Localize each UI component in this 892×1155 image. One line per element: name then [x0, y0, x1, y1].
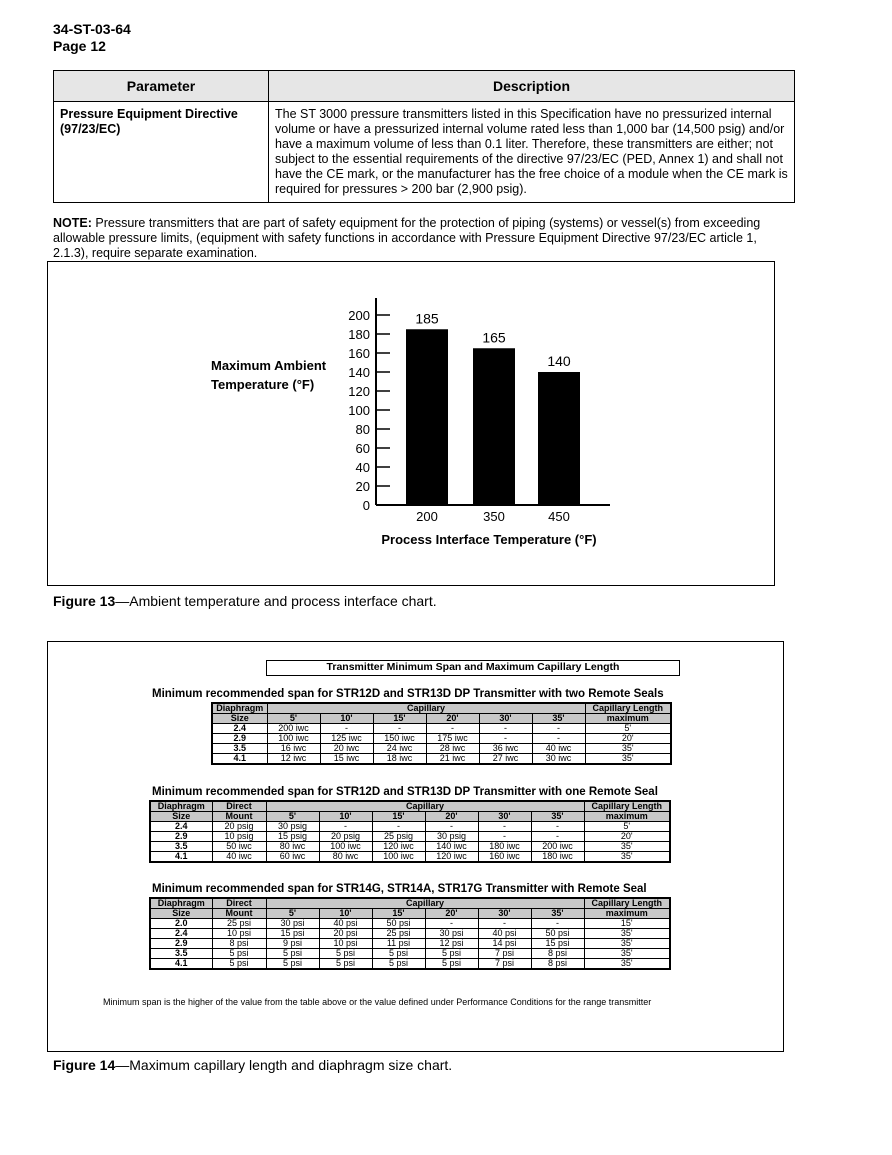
table-header-cell: Capillary Length	[584, 898, 670, 909]
table-header-cell: 15'	[372, 909, 425, 919]
table-cell: 35'	[584, 959, 670, 970]
table-row	[150, 959, 670, 970]
table-cell: 2.9	[212, 734, 267, 744]
note-paragraph	[53, 216, 793, 261]
table-header-cell: maximum	[585, 714, 671, 724]
page-header	[53, 21, 131, 55]
table-cell: 30 psi	[266, 919, 319, 929]
table-cell: -	[426, 724, 479, 734]
table-cell: 7 psi	[478, 959, 531, 970]
table-header-cell: 15'	[373, 714, 426, 724]
table-cell: 40 psi	[478, 929, 531, 939]
table-cell: -	[479, 724, 532, 734]
figure-13-frame	[47, 261, 775, 586]
table-cell: 5 psi	[425, 949, 478, 959]
table-cell: 3.5	[212, 744, 267, 754]
table-header-cell: 30'	[478, 909, 531, 919]
table-cell: 80 iwc	[319, 852, 372, 863]
temperature-bar-chart	[48, 262, 776, 587]
table-header-cell: 35'	[531, 909, 584, 919]
table-cell: -	[531, 832, 584, 842]
table-cell: -	[319, 822, 372, 832]
table-cell: 27 iwc	[479, 754, 532, 765]
page-number: Page 12	[53, 38, 106, 54]
table-cell: 200 iwc	[267, 724, 320, 734]
table-cell: 50 psi	[372, 919, 425, 929]
table-cell: -	[532, 734, 585, 744]
table-header-cell: 20'	[426, 714, 479, 724]
table-header-cell: 35'	[531, 812, 584, 822]
document-id: 34-ST-03-64	[53, 21, 131, 37]
table-cell: 4.1	[150, 959, 212, 970]
table-header-cell: maximum	[584, 909, 670, 919]
table-cell: 35'	[585, 754, 671, 765]
table-header-cell: Size	[212, 714, 267, 724]
table-cell: 20 psig	[212, 822, 266, 832]
table-cell: 50 iwc	[212, 842, 266, 852]
table-cell: 5 psi	[212, 959, 266, 970]
table-header-cell: Capillary	[266, 801, 584, 812]
note-label: NOTE:	[53, 216, 92, 230]
table-cell: 2.4	[150, 822, 212, 832]
table-cell: 150 iwc	[373, 734, 426, 744]
table-cell: -	[372, 822, 425, 832]
table-cell: 25 psi	[212, 919, 266, 929]
table-cell: 40 iwc	[212, 852, 266, 863]
table-cell: 35'	[584, 929, 670, 939]
table-row	[150, 822, 670, 832]
table-cell: -	[478, 832, 531, 842]
figure-14-caption-text: —Maximum capillary length and diaphragm size chart.	[115, 1057, 453, 1073]
table-cell: 10 psig	[212, 832, 266, 842]
table-header-cell: Diaphragm	[150, 898, 212, 909]
table-cell: 10 psi	[212, 929, 266, 939]
table-row	[150, 852, 670, 863]
table-header-cell: 10'	[320, 714, 373, 724]
table-cell: 15 psig	[266, 832, 319, 842]
parameter-header: Parameter	[54, 71, 269, 102]
table-cell: 15 psi	[531, 939, 584, 949]
table-row	[212, 744, 671, 754]
table-cell: 8 psi	[531, 959, 584, 970]
table-cell: 20 psi	[319, 929, 372, 939]
bar-value-label: 185	[415, 310, 439, 327]
table-cell: 20 iwc	[320, 744, 373, 754]
table-header-cell: maximum	[584, 812, 670, 822]
table-header-cell: 20'	[425, 909, 478, 919]
table-cell: 5 psi	[372, 959, 425, 970]
table-cell: 5'	[584, 822, 670, 832]
table-cell: 8 psi	[531, 949, 584, 959]
table-header-cell: 5'	[266, 812, 319, 822]
table-cell: 30 iwc	[532, 754, 585, 765]
table-cell: -	[531, 822, 584, 832]
table-cell: 15 psi	[266, 929, 319, 939]
table-cell: 50 psi	[531, 929, 584, 939]
table-cell: 175 iwc	[426, 734, 479, 744]
table-header-cell: 30'	[478, 812, 531, 822]
table-header-cell: 10'	[319, 909, 372, 919]
span-table	[149, 897, 671, 970]
table-cell: 2.9	[150, 939, 212, 949]
y-tick-label: 160	[348, 346, 370, 361]
table-row	[212, 734, 671, 744]
table-cell: 35'	[584, 939, 670, 949]
table-cell: 20'	[585, 734, 671, 744]
table-cell: 16 iwc	[267, 744, 320, 754]
table-cell: 5 psi	[372, 949, 425, 959]
table-row	[150, 939, 670, 949]
table-cell: 12 iwc	[267, 754, 320, 765]
table-cell: 5 psi	[319, 959, 372, 970]
table-row	[150, 832, 670, 842]
table-cell: 30 psig	[266, 822, 319, 832]
table-cell: -	[532, 724, 585, 734]
table-cell: 2.4	[212, 724, 267, 734]
table-header-cell: 5'	[266, 909, 319, 919]
table-header-cell: Size	[150, 812, 212, 822]
y-tick-label: 40	[355, 460, 370, 475]
table-cell: 200 iwc	[531, 842, 584, 852]
span-table	[149, 800, 671, 863]
table-cell: 100 iwc	[372, 852, 425, 863]
figure-14-footnote: Minimum span is the higher of the value from the table above or the value defined under Performance Conditions for the range transmitter	[103, 997, 652, 1007]
y-tick-label: 20	[355, 479, 370, 494]
table-cell: 5'	[585, 724, 671, 734]
y-tick-label: 80	[355, 422, 370, 437]
table-cell: 9 psi	[266, 939, 319, 949]
figure-13-caption	[53, 593, 437, 609]
table-cell: 40 psi	[319, 919, 372, 929]
table-cell: 18 iwc	[373, 754, 426, 765]
table-cell: 3.5	[150, 842, 212, 852]
table-header-cell: Diaphragm	[150, 801, 212, 812]
table-cell: 140 iwc	[425, 842, 478, 852]
table-cell: 36 iwc	[479, 744, 532, 754]
table-cell: -	[425, 919, 478, 929]
table-row	[212, 724, 671, 734]
table-cell: 4.1	[212, 754, 267, 765]
x-tick-label: 200	[416, 509, 438, 524]
table-header-cell: 35'	[532, 714, 585, 724]
figure-13-label: Figure 13	[53, 593, 116, 609]
table-cell: -	[531, 919, 584, 929]
y-tick-label: 140	[348, 365, 370, 380]
table-cell: -	[479, 734, 532, 744]
table-subtitle: Minimum recommended span for STR14G, STR14A, STR17G Transmitter with Remote Seal	[152, 883, 647, 895]
table-cell: 20'	[584, 832, 670, 842]
table-cell: 2.0	[150, 919, 212, 929]
table-subtitle: Minimum recommended span for STR12D and STR13D DP Transmitter with two Remote Seals	[152, 688, 664, 700]
x-tick-label: 450	[548, 509, 570, 524]
table-cell: 24 iwc	[373, 744, 426, 754]
table-cell: 25 psig	[372, 832, 425, 842]
parameter-table	[53, 70, 795, 203]
table-header-cell: Mount	[212, 909, 266, 919]
table-cell: 4.1	[150, 852, 212, 863]
table-cell: 40 iwc	[532, 744, 585, 754]
span-table	[211, 702, 672, 765]
table-cell: 21 iwc	[426, 754, 479, 765]
bar-value-label: 140	[547, 353, 571, 369]
y-axis-label: Maximum Ambient Temperature (°F)	[211, 358, 327, 392]
table-cell: 5 psi	[425, 959, 478, 970]
table-cell: 5 psi	[266, 959, 319, 970]
note-text: Pressure transmitters that are part of safety equipment for the protection of piping (systems) or vessel(s) from exceeding allowable pressure limits, (equipment with safety functions in accordance with Pressure Equipment Directive 97/23/EC article 1, 2.1.3), require separate examination.	[53, 216, 761, 260]
table-cell: 10 psi	[319, 939, 372, 949]
description-cell: The ST 3000 pressure transmitters listed in this Specification have no pressurized internal volume or have a pressurized internal volume rated less than 1,000 bar (14,500 psig) and/or have a maximum volume of less than 0.1 liter. Therefore, these transmitters are either; not subject to the essential requirements of the directive 97/23/EC (PED, Annex 1) and shall not have the CE mark, or the manufacturer has the free choice of a module when the CE mark is required for pressures > 200 bar (2,900 psig).	[269, 102, 795, 203]
table-cell: 125 iwc	[320, 734, 373, 744]
table-cell: 11 psi	[372, 939, 425, 949]
table-cell: 2.4	[150, 929, 212, 939]
figure-14-title: Transmitter Minimum Span and Maximum Capillary Length	[266, 660, 680, 676]
table-cell: 5 psi	[266, 949, 319, 959]
table-cell: 30 psig	[425, 832, 478, 842]
y-tick-label: 120	[348, 384, 370, 399]
table-row	[150, 842, 670, 852]
bar-value-label: 165	[482, 329, 506, 346]
bar	[406, 329, 448, 505]
table-cell: -	[320, 724, 373, 734]
table-subtitle: Minimum recommended span for STR12D and STR13D DP Transmitter with one Remote Seal	[152, 786, 658, 798]
table-cell: 80 iwc	[266, 842, 319, 852]
table-row	[212, 754, 671, 765]
x-tick-label: 350	[483, 509, 505, 524]
y-tick-label: 200	[348, 308, 370, 323]
table-header-cell: Direct	[212, 801, 266, 812]
table-cell: 35'	[584, 949, 670, 959]
table-header-cell: 20'	[425, 812, 478, 822]
table-cell: 120 iwc	[372, 842, 425, 852]
table-cell: 5 psi	[319, 949, 372, 959]
y-tick-label: 60	[355, 441, 370, 456]
table-cell: 12 psi	[425, 939, 478, 949]
bar	[473, 348, 515, 505]
table-cell: 7 psi	[478, 949, 531, 959]
table-row	[150, 949, 670, 959]
table-cell: 30 psi	[425, 929, 478, 939]
table-cell: 120 iwc	[425, 852, 478, 863]
table-cell: 5 psi	[212, 949, 266, 959]
table-cell: 28 iwc	[426, 744, 479, 754]
table-cell: 60 iwc	[266, 852, 319, 863]
y-tick-label: 0	[362, 498, 370, 513]
table-row	[150, 929, 670, 939]
table-cell: 180 iwc	[478, 842, 531, 852]
y-tick-label: 100	[348, 403, 370, 418]
table-cell: 25 psi	[372, 929, 425, 939]
table-header-cell: Capillary	[266, 898, 584, 909]
table-header-cell: 30'	[479, 714, 532, 724]
table-cell: 160 iwc	[478, 852, 531, 863]
table-cell: 35'	[585, 744, 671, 754]
table-cell: 35'	[584, 842, 670, 852]
table-cell: -	[373, 724, 426, 734]
figure-14-caption	[53, 1057, 452, 1073]
table-header-cell: Direct	[212, 898, 266, 909]
table-cell: 100 iwc	[267, 734, 320, 744]
table-header-cell: 15'	[372, 812, 425, 822]
table-row	[150, 919, 670, 929]
figure-14-label: Figure 14	[53, 1057, 116, 1073]
table-cell: 180 iwc	[531, 852, 584, 863]
table-cell: 8 psi	[212, 939, 266, 949]
table-cell: 20 psig	[319, 832, 372, 842]
table-cell: -	[425, 822, 478, 832]
table-header-cell: Capillary Length	[584, 801, 670, 812]
y-tick-label: 180	[348, 327, 370, 342]
x-axis-label: Process Interface Temperature (°F)	[381, 532, 597, 547]
table-header-cell: Diaphragm	[212, 703, 267, 714]
table-header-cell: Size	[150, 909, 212, 919]
figure-13-caption-text: —Ambient temperature and process interface chart.	[115, 593, 437, 609]
table-header-cell: Mount	[212, 812, 266, 822]
bar	[538, 372, 580, 505]
table-cell: -	[478, 919, 531, 929]
table-cell: 35'	[584, 852, 670, 863]
parameter-cell: Pressure Equipment Directive (97/23/EC)	[54, 102, 269, 203]
table-header-cell: Capillary Length	[585, 703, 671, 714]
table-header-cell: 5'	[267, 714, 320, 724]
table-cell: 15'	[584, 919, 670, 929]
table-cell: -	[478, 822, 531, 832]
table-header-cell: Capillary	[267, 703, 585, 714]
table-cell: 2.9	[150, 832, 212, 842]
table-cell: 100 iwc	[319, 842, 372, 852]
description-header: Description	[269, 71, 795, 102]
table-cell: 14 psi	[478, 939, 531, 949]
table-cell: 15 iwc	[320, 754, 373, 765]
table-cell: 3.5	[150, 949, 212, 959]
table-header-cell: 10'	[319, 812, 372, 822]
